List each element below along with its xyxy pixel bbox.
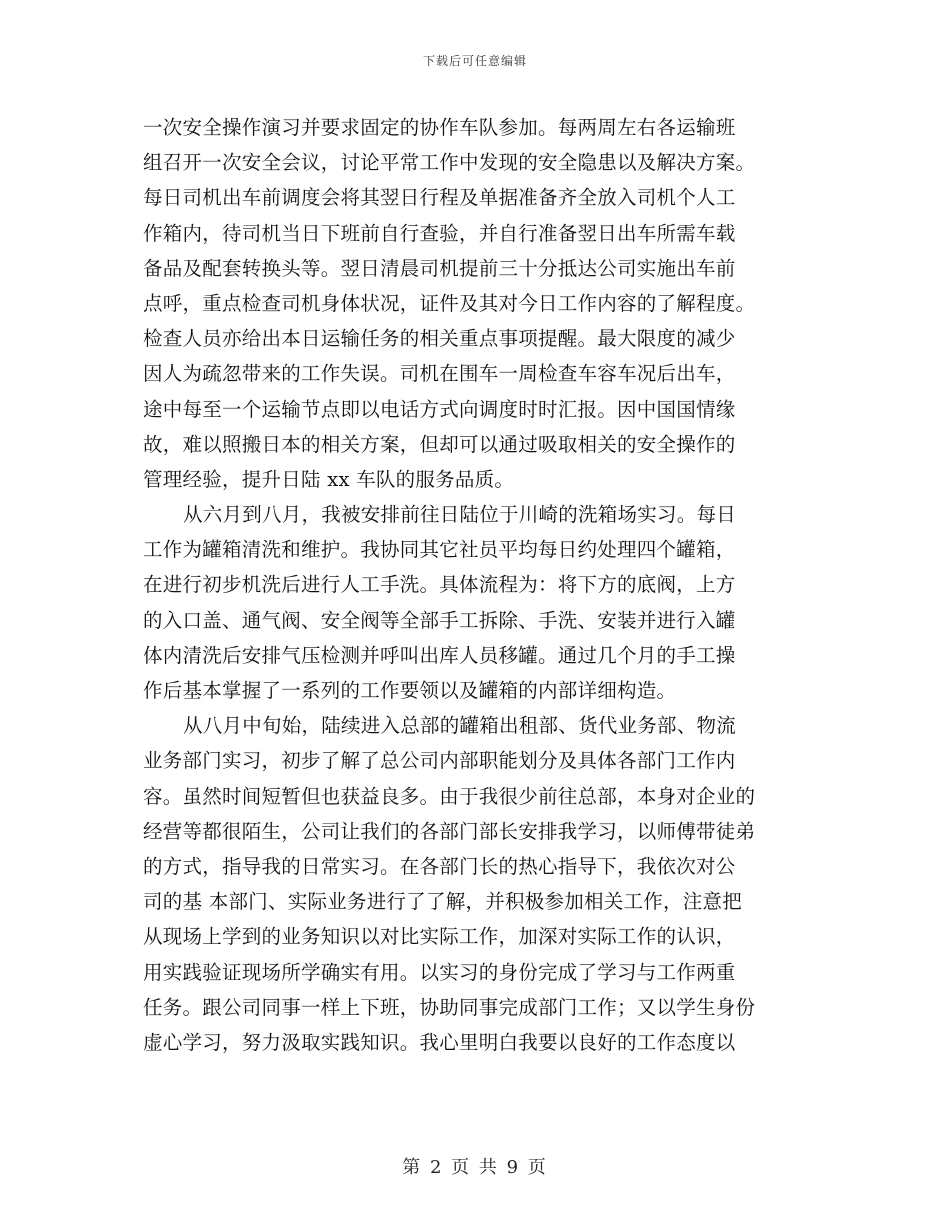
text-line: 组召开一次安全会议，讨论平常工作中发现的安全隐患以及解决方案。 <box>143 151 756 175</box>
text-line: 任务。跟公司同事一样上下班，协助同事完成部门工作；又以学生身份 <box>143 995 756 1019</box>
page-header: 下载后可任意编辑 <box>422 54 527 68</box>
text-line: 容。虽然时间短暂但也获益良多。由于我很少前往总部，本身对企业的 <box>143 784 756 808</box>
page-number-footer: 第 2 页 共 9 页 <box>402 1157 548 1178</box>
text-line: 备品及配套转换头等。翌日清晨司机提前三十分抵达公司实施出车前 <box>143 256 736 280</box>
text-line: 点呼，重点检查司机身体状况，证件及其对今日工作内容的了解程度。 <box>143 291 756 315</box>
text-line: 体内清洗后安排气压检测并呼叫出库人员移罐。通过几个月的手工操 <box>143 643 736 667</box>
text-line: 作箱内，待司机当日下班前自行查验，并自行准备翌日出车所需车载 <box>143 221 736 245</box>
paragraph-start-line: 从六月到八月，我被安排前往日陆位于川崎的洗箱场实习。每日 <box>183 503 737 527</box>
text-line: 故，难以照搬日本的相关方案，但却可以通过吸取相关的安全操作的 <box>143 432 736 456</box>
text-line: 一次安全操作演习并要求固定的协作车队参加。每两周左右各运输班 <box>143 116 736 139</box>
text-line: 每日司机出车前调度会将其翌日行程及单据准备齐全放入司机个人工 <box>143 186 736 210</box>
text-line: 在进行初步机洗后进行人工手洗。具体流程为：将下方的底阀，上方 <box>143 573 736 597</box>
text-line: 作后基本掌握了一系列的工作要领以及罐箱的内部详细构造。 <box>143 679 677 702</box>
text-line: 管理经验，提升日陆 xx 车队的服务品质。 <box>143 467 515 491</box>
text-line: 经营等都很陌生，公司让我们的各部门部长安排我学习，以师傅带徒弟 <box>143 819 756 843</box>
text-line: 虚心学习，努力汲取实践知识。我心里明白我要以良好的工作态度以 <box>143 1030 736 1054</box>
text-line: 工作为罐箱清洗和维护。我协同其它社员平均每日约处理四个罐箱， <box>143 538 736 562</box>
text-line: 的入口盖、通气阀、安全阀等全部手工拆除、手洗、安装并进行入罐 <box>143 608 736 632</box>
text-line: 的方式，指导我的日常实习。在各部门长的热心指导下，我依次对公 <box>143 854 736 878</box>
text-line: 途中每至一个运输节点即以电话方式向调度时时汇报。因中国国情缘 <box>143 397 736 421</box>
document-body <box>143 110 809 1060</box>
text-line: 因人为疏忽带来的工作失误。司机在围车一周检查车容车况后出车， <box>143 362 736 386</box>
text-line: 检查人员亦给出本日运输任务的相关重点事项提醒。最大限度的减少 <box>143 327 736 351</box>
text-line: 司的基 本部门、实际业务进行了了解，并积极参加相关工作，注意把 <box>143 890 742 914</box>
text-line: 业务部门实习，初步了解了总公司内部职能划分及具体各部门工作内 <box>143 749 736 773</box>
text-line: 从现场上学到的业务知识以对比实际工作，加深对实际工作的认识， <box>143 925 736 949</box>
paragraph-start-line: 从八月中旬始，陆续进入总部的罐箱出租部、货代业务部、物流 <box>183 714 737 738</box>
text-line: 用实践验证现场所学确实有用。以实习的身份完成了学习与工作两重 <box>143 960 736 984</box>
